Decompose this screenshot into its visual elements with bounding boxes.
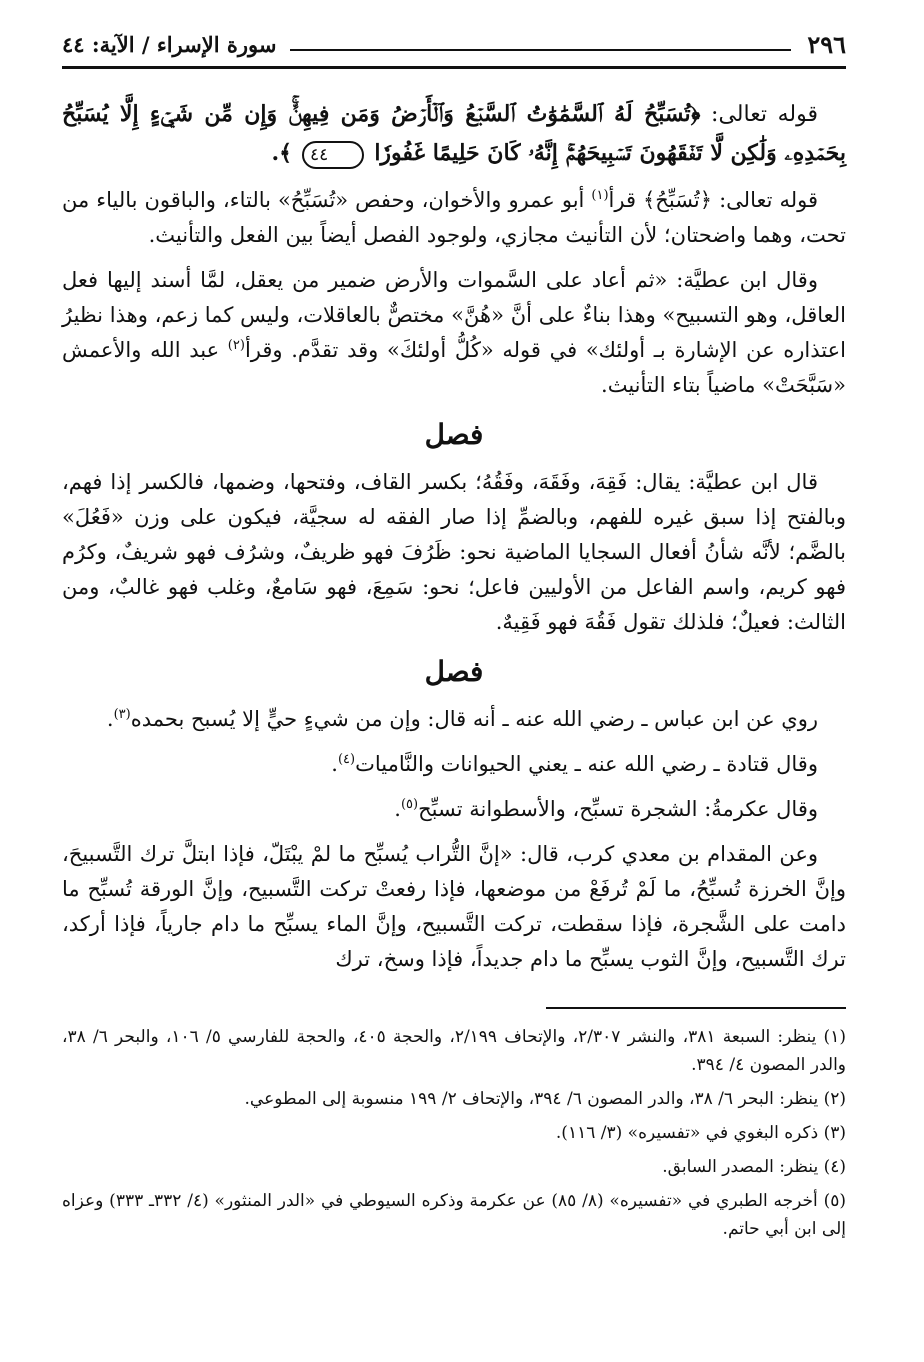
footnote-rule xyxy=(546,1007,846,1009)
footnote-5: (٥) أخرجه الطبري في «تفسيره» (٨/ ٨٥) عن عكرمة وذكره السيوطي في «الدر المنثور» (٤/ ٣٣٢ـ ٣٣٣) وعزاه إلى ابن أبي حاتم. xyxy=(62,1191,846,1239)
qiraat-text-start: قوله تعالى: ﴿تُسَبِّحُ﴾ قرأ xyxy=(608,188,818,212)
running-head xyxy=(62,26,846,62)
ikrima-text: وقال عكرمةُ: الشجرة تسبِّح، والأسطوانة تسبِّح xyxy=(418,797,818,821)
section-title-2: فصل xyxy=(424,655,484,688)
ibn-abbas-line: روي عن ابن عباس ـ رضي الله عنه ـ أنه قال: وإن من شيءٍ حيٍّ إلا يُسبح بحمده$^{(٣)}$. xyxy=(106,707,818,731)
quran-verse: ﴿تُسَبِّحُ لَهُ ٱلسَّمَٰوَٰتُ ٱلسَّبۡعُ وَٱلۡأَرۡضُ وَمَن فِيهِنَّۚ وَإِن مِّن شَيۡءٍ إِلَّا يُسَبِّحُ بِحَمۡدِهِۦ وَلَٰكِن لَّا تَفۡقَهُونَ تَسۡبِيحَهُمۡۚ إِنَّهُۥ كَانَ حَلِيمًا غَفُورٗا xyxy=(62,101,846,166)
footnote-4: (٤) ينظر: المصدر السابق. xyxy=(662,1157,846,1177)
footnote-ref-2: (٢) xyxy=(227,338,245,353)
ayah-number-marker: ٤٤ xyxy=(302,141,364,169)
qiraat-text-end: أبو عمرو والأخوان، وحفص «تُسَبِّحُ» بالتاء، والباقون بالياء من تحت، وهما واضحتان؛ لأن التأنيث مجازي، ولوجود الفصل أيضاً بين الفعل والتأنيث. xyxy=(62,188,846,247)
footnote-ref-5: (٥) xyxy=(400,797,419,812)
footnote-ref-4: (٤) xyxy=(337,752,356,767)
qiraat-paragraph xyxy=(62,183,846,253)
qatada-line: وقال قتادة ـ رضي الله عنه ـ يعني الحيوانات والنَّاميات$^{(٤)}$. xyxy=(331,752,818,776)
footnotes xyxy=(62,1023,846,1243)
header-rule xyxy=(62,66,846,69)
footnote-1: (١) ينظر: السبعة ٣٨١، والنشر ٢/٣٠٧، والإتحاف ٢/١٩٩، والحجة ٤٠٥، والحجة للفارسي ٥/ ١٠٦، والبحر ٦/ ٣٨، والدر المصون ٤/ ٣٩٤. xyxy=(62,1027,846,1075)
body-text xyxy=(62,95,846,977)
header-dash-rule xyxy=(290,37,791,51)
ibn-atiyya-paragraph xyxy=(62,263,846,403)
footnote-ref-3: (٣) xyxy=(113,707,131,722)
section-title-1: فصل xyxy=(424,418,484,451)
page xyxy=(62,26,846,1326)
footnote-2: (٢) ينظر: البحر ٦/ ٣٨، والدر المصون ٦/ ٣٩٤، والإتحاف ٢/ ١٩٩ منسوبة إلى المطوعي. xyxy=(244,1089,846,1109)
ikrima-line: وقال عكرمةُ: الشجرة تسبِّح، والأسطوانة تسبِّح$^{(٥)}$. xyxy=(394,797,818,821)
footnote-ref-1: (١) xyxy=(591,188,609,203)
qatada-text: وقال قتادة ـ رضي الله عنه ـ يعني الحيوانات والنَّاميات xyxy=(355,752,818,776)
ibn-atiyya-text-end: عبد الله والأعمش «سَبَّحَتْ» ماضياً بتاء التأنيث. xyxy=(62,338,846,397)
chapter-reference: سورة الإسراء / الآية: ٤٤ xyxy=(62,31,277,57)
verse-paragraph xyxy=(62,95,846,173)
ibn-atiyya-text-start: وقال ابن عطيَّة: «ثم أعاد على السَّموات والأرض ضمير من يعقل، لمَّا أسند إليها فعل العاقل، وهو التسبيح» وهذا بناءٌ على أنَّ «هُنَّ» مختصٌّ بالعاقلات، وليس كما زعم، وهذا نظيرُ اعتذاره عن الإشارة بـ أولئك» في قوله «كُلُّ أولئكَ» وقد تقدَّم. وقرأ xyxy=(62,268,846,362)
footnote-3: (٣) ذكره البغوي في «تفسيره» (٣/ ١١٦). xyxy=(555,1123,846,1143)
miqdam-paragraph: وعن المقدام بن معدي كرب، قال: «إنَّ التُّراب يُسبِّح ما لمْ يبْتَلّ، فإذا ابتلَّ ترك التَّسبيحَ، وإنَّ الخرزة تُسبِّحُ، ما لَمْ تُرفَعْ من موضعها، فإذا رفعتْ تركت التَّسبيح، وإنَّ الورقة تُسبِّح ما دامت على الشَّجرة، فإذا سقطت، تركت التَّسبيح، وإنَّ الماء يسبِّح ما دام جارياً، فإذا أركد، ترك التَّسبيح، وإنَّ الثوب يسبِّح ما دام جديداً، فإذا وسخ، ترك xyxy=(62,842,846,971)
fiqh-paragraph: قال ابن عطيَّة: يقال: فَقِهَ، وفَقَهَ، وفَقُهُ؛ بكسر القاف، وفتحها، وضمها، فالكسر إذا فهم، وبالفتح إذا سبق غيره للفهم، وبالضمِّ إذا صار الفقه له سجيَّة، فيكون على وزن «فَعُلَ» بالضَّم؛ لأنَّه شأنُ أفعال السجايا الماضية نحو: ظَرُفَ فهو ظريفٌ، وشرُف فهو شريفٌ، وكرُم فهو كريم، واسم الفاعل من الأوليين فاعل؛ نحو: سَمِعَ، فهو سَامعٌ، وغلب فهو غالبٌ، ومن الثالث: فعيلٌ؛ فلذلك تقول فَقُهَ فهو فَقِيهٌ. xyxy=(62,470,846,634)
ibn-abbas-text: روي عن ابن عباس ـ رضي الله عنه ـ أنه قال: وإن من شيءٍ حيٍّ إلا يُسبح بحمده xyxy=(130,707,818,731)
page-number: ٢٩٦ xyxy=(807,29,846,59)
verse-intro: قوله تعالى: xyxy=(711,102,818,127)
verse-closing: ﴾. xyxy=(271,140,293,166)
